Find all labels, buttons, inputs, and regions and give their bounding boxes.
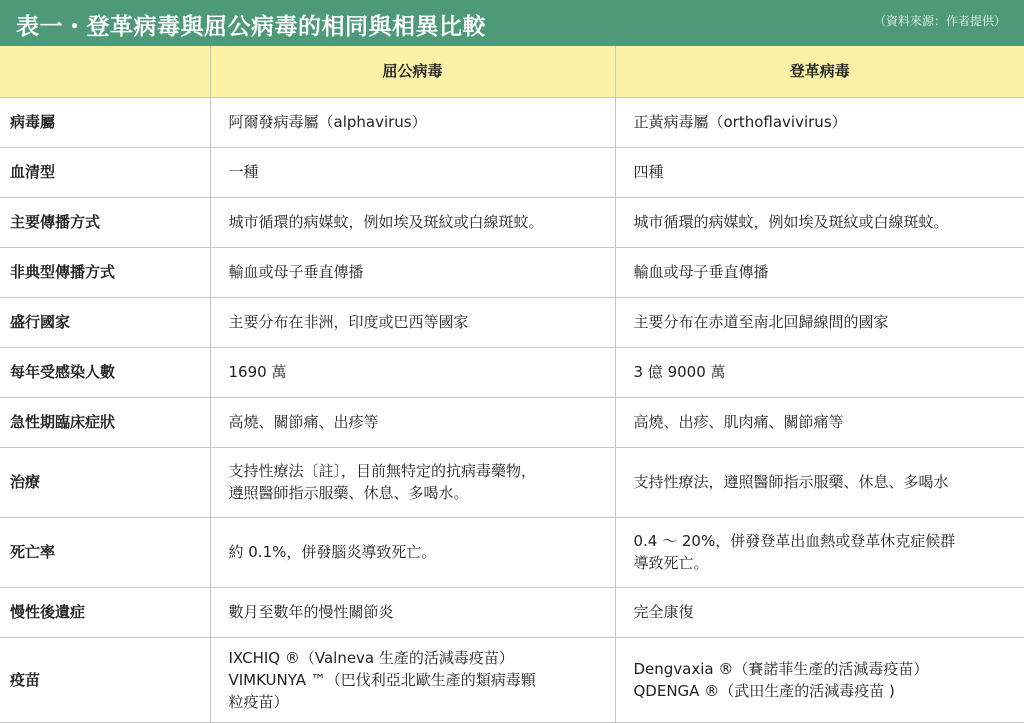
comparison-table [0,46,1024,723]
cell-line: 城市循環的病媒蚊，例如埃及斑紋或白線斑蚊。 [228,213,544,231]
dengue-cell [615,97,1024,147]
cell-line: 正黃病毒屬（orthoflavivirus） [633,113,847,131]
page-title: 表一・登革病毒與屈公病毒的相同與相異比較 [16,14,486,40]
table-row [0,347,1024,397]
table-row [0,147,1024,197]
row-label: 病毒屬 [0,97,210,147]
dengue-cell [615,517,1024,587]
cell-line: 導致死亡。 [633,554,709,572]
chikungunya-cell [210,587,615,637]
dengue-cell [615,247,1024,297]
row-label: 非典型傳播方式 [0,247,210,297]
cell-line: 支持性療法，遵照醫師指示服藥、休息、多喝水 [633,473,949,491]
cell-line: 高燒、關節痛、出疹等 [228,413,379,431]
dengue-cell [615,297,1024,347]
row-label: 每年受感染人數 [0,347,210,397]
table-row [0,447,1024,517]
cell-line: 高燒、出疹、肌肉痛、關節痛等 [633,413,844,431]
cell-line: 約 0.1%，併發腦炎導致死亡。 [228,543,437,561]
table-row [0,517,1024,587]
cell-line: 1690 萬 [228,363,287,381]
cell-line: QDENGA ®（武田生產的活減毒疫苗 ) [633,681,895,700]
row-label: 急性期臨床症狀 [0,397,210,447]
row-label: 治療 [0,447,210,517]
cell-line: VIMKUNYA ™（巴伐利亞北歐生產的類病毒顆 [228,670,536,689]
dengue-cell [615,637,1024,722]
header-dengue: 登革病毒 [615,46,1024,97]
chikungunya-cell [210,397,615,447]
cell-line: 支持性療法〔註〕，目前無特定的抗病毒藥物， [228,462,537,480]
dengue-cell [615,397,1024,447]
row-label: 主要傳播方式 [0,197,210,247]
cell-line: 粒疫苗） [228,692,289,711]
dengue-cell [615,347,1024,397]
chikungunya-cell [210,297,615,347]
cell-line: 城市循環的病媒蚊，例如埃及斑紋或白線斑蚊。 [633,213,949,231]
row-label: 血清型 [0,147,210,197]
cell-line: 主要分布在非洲，印度或巴西等國家 [228,313,469,331]
table-row [0,247,1024,297]
title-bar [0,0,1024,46]
header-chikungunya: 屈公病毒 [210,46,615,97]
cell-line: 一種 [228,163,259,181]
chikungunya-cell [210,247,615,297]
chikungunya-cell [210,147,615,197]
cell-line: 數月至數年的慢性關節炎 [228,603,394,621]
chikungunya-cell [210,637,615,722]
cell-line: 0.4 ～ 20%，併發登革出血熱或登革休克症候群 [633,532,956,550]
row-label: 疫苗 [0,637,210,722]
table-row [0,587,1024,637]
table-row [0,297,1024,347]
source-note: （資料來源：作者提供） [873,14,1006,28]
chikungunya-cell [210,197,615,247]
row-label: 慢性後遺症 [0,587,210,637]
dengue-cell [615,447,1024,517]
dengue-cell [615,587,1024,637]
header-blank [0,46,210,97]
row-label: 盛行國家 [0,297,210,347]
table-row [0,637,1024,722]
chikungunya-cell [210,447,615,517]
table-row [0,397,1024,447]
row-label: 死亡率 [0,517,210,587]
cell-line: 完全康復 [633,603,694,621]
table-row [0,97,1024,147]
cell-line: 輸血或母子垂直傳播 [228,263,364,281]
cell-line: IXCHIQ ®（Valneva 生產的活減毒疫苗） [228,648,514,667]
chikungunya-cell [210,517,615,587]
table-header-row [0,46,1024,97]
cell-line: Dengvaxia ®（賽諾菲生產的活減毒疫苗） [633,659,929,678]
table-row [0,197,1024,247]
cell-line: 輸血或母子垂直傳播 [633,263,769,281]
cell-line: 主要分布在赤道至南北回歸線間的國家 [633,313,889,331]
chikungunya-cell [210,347,615,397]
chikungunya-cell [210,97,615,147]
cell-line: 3 億 9000 萬 [633,363,726,381]
cell-line: 阿爾發病毒屬（alphavirus） [228,113,427,131]
dengue-cell [615,197,1024,247]
dengue-cell [615,147,1024,197]
cell-line: 遵照醫師指示服藥、休息、多喝水。 [228,484,469,502]
cell-line: 四種 [633,163,664,181]
